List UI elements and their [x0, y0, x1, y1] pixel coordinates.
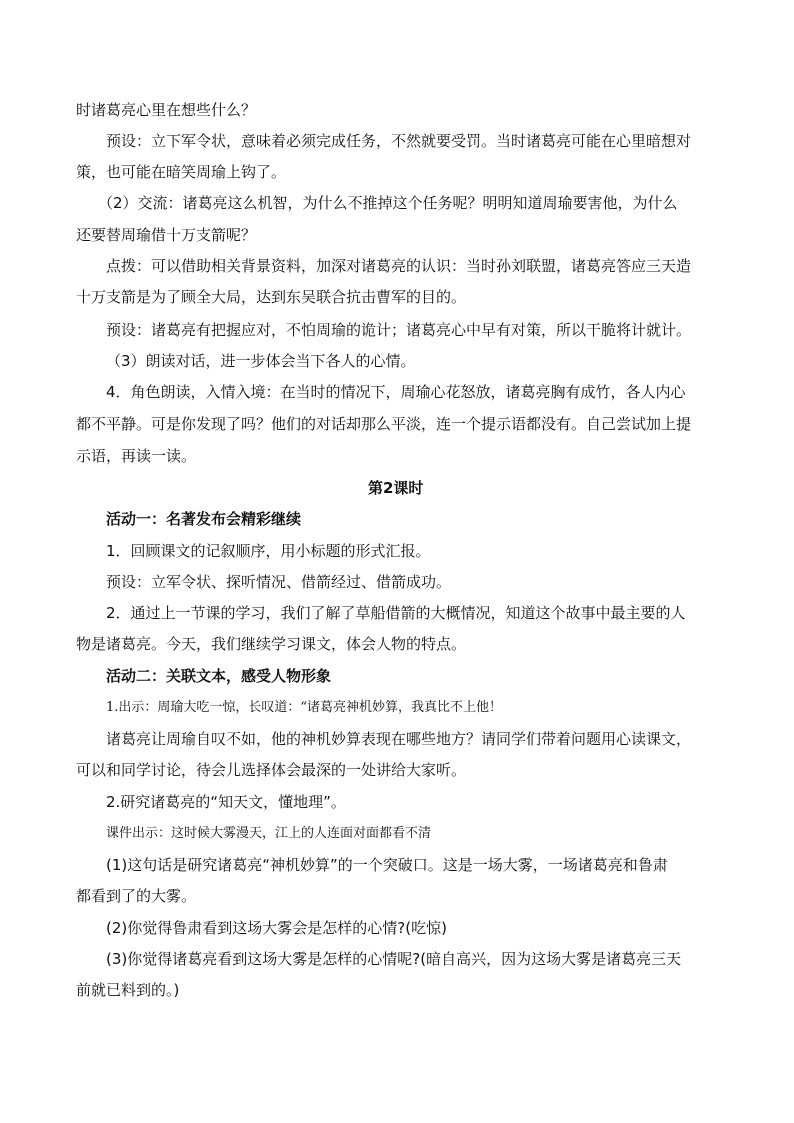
paragraph-line: 预设：立下军令状，意味着必须完成任务，不然就要受罚。当时诸葛亮可能在心里暗想对	[106, 132, 692, 150]
paragraph-line: （2）交流：诸葛亮这么机智，为什么不推掉这个任务呢？明明知道周瑜要害他，为什么	[98, 194, 678, 212]
paragraph-line: 时诸葛亮心里在想些什么？	[76, 101, 257, 119]
paragraph-line: 2．通过上一节课的学习，我们了解了草船借箭的大概情况，知道这个故事中最主要的人	[106, 604, 686, 622]
quote-line: 1.出示：周瑜大吃一惊，长叹道：“诸葛亮神机妙算，我真比不上他！	[106, 700, 503, 715]
paragraph-line: (2)你觉得鲁肃看到这场大雾会是怎样的心情?(吃惊)	[106, 919, 447, 937]
paragraph-line: 都看到了的大雾。	[76, 887, 197, 905]
paragraph-line: (3)你觉得诸葛亮看到这场大雾是怎样的心情呢?(暗自高兴，因为这场大雾是诸葛亮三天	[106, 950, 682, 968]
paragraph-line: 示语，再读一读。	[76, 447, 197, 465]
activity-heading: 活动一：名著发布会精彩继续	[106, 510, 302, 528]
paragraph-line: 2.研究诸葛亮的“知天文，懂地理”。	[106, 793, 346, 811]
paragraph-line: 十万支箭是为了顾全大局，达到东吴联合抗击曹军的目的。	[76, 288, 467, 306]
activity-heading: 活动二：关联文本，感受人物形象	[106, 667, 332, 685]
paragraph-line: 前就已料到的。)	[76, 981, 180, 999]
paragraph-line: 1．回顾课文的记叙顺序，用小标题的形式汇报。	[106, 542, 431, 560]
quote-line: 课件出示：这时候大雾漫天，江上的人连面对面都看不清	[106, 826, 432, 841]
paragraph-line: 还要替周瑜借十万支箭呢？	[76, 226, 257, 244]
paragraph-line: 物是诸葛亮。今天，我们继续学习课文，体会人物的特点。	[76, 635, 467, 653]
section-heading: 第2课时	[368, 479, 424, 497]
paragraph-line: （3）朗读对话，进一步体会当下各人的心情。	[106, 352, 416, 370]
paragraph-line: (1)这句话是研究诸葛亮“神机妙算”的一个突破口。这是一场大雾，一场诸葛亮和鲁肃	[106, 856, 668, 874]
paragraph-line: 点拨：可以借助相关背景资料，加深对诸葛亮的认识：当时孙刘联盟，诸葛亮答应三天造	[106, 257, 692, 275]
paragraph-line: 策，也可能在暗笑周瑜上钩了。	[76, 163, 287, 181]
paragraph-line: 诸葛亮让周瑜自叹不如，他的神机妙算表现在哪些地方？请同学们带着问题用心读课文，	[106, 730, 692, 748]
paragraph-line: 可以和同学讨论，待会儿选择体会最深的一处讲给大家听。	[76, 761, 467, 779]
paragraph-line: 4．角色朗读，入情入境：在当时的情况下，周瑜心花怒放，诸葛亮胸有成竹，各人内心	[106, 383, 686, 401]
paragraph-line: 都不平静。可是你发现了吗？他们的对话却那么平淡，连一个提示语都没有。自己尝试加上提	[76, 415, 692, 433]
paragraph-line: 预设：诸葛亮有把握应对，不怕周瑜的诡计；诸葛亮心中早有对策，所以干脆将计就计。	[106, 321, 692, 339]
paragraph-line: 预设：立军令状、探听情况、借箭经过、借箭成功。	[106, 573, 452, 591]
